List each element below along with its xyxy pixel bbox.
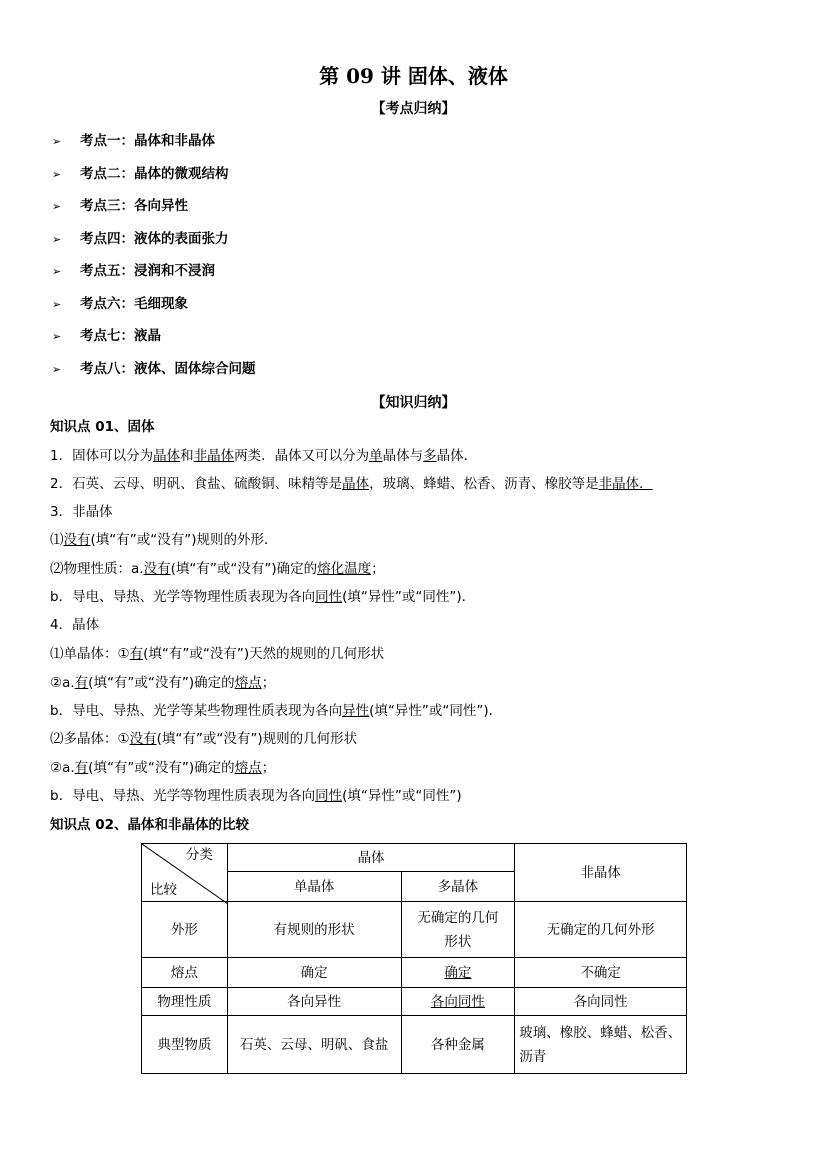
kp01-line-12: ②a.有(填“有”或“没有”)确定的熔点； bbox=[50, 760, 276, 776]
corner-bottom-label: 比较 bbox=[150, 882, 177, 898]
comparison-table bbox=[141, 843, 687, 1074]
cell-poly: 各种金属 bbox=[401, 1016, 515, 1074]
kp01-line-13: b．导电、导热、光学等物理性质表现为各向同性(填“异性”或“同性”) bbox=[50, 788, 462, 804]
kaodian-label: 考点二：晶体的微观结构 bbox=[80, 166, 229, 182]
arrow-bullet-icon: ➢ bbox=[52, 168, 62, 181]
kaodian-label: 考点七：液晶 bbox=[80, 328, 161, 344]
arrow-bullet-icon: ➢ bbox=[52, 135, 62, 148]
cell-single: 有规则的形状 bbox=[227, 902, 401, 958]
arrow-bullet-icon: ➢ bbox=[52, 200, 62, 213]
kp01-line-8: ⑴单晶体：①有(填“有”或“没有”)天然的规则的几何形状 bbox=[50, 646, 385, 662]
arrow-bullet-icon: ➢ bbox=[52, 298, 62, 311]
kp01-line-1: 1．固体可以分为晶体和非晶体两类．晶体又可以分为单晶体与多晶体． bbox=[50, 448, 478, 464]
cell-non: 无确定的几何外形 bbox=[515, 902, 687, 958]
kp01-line-9: ②a.有(填“有”或“没有”)确定的熔点； bbox=[50, 675, 276, 691]
arrow-bullet-icon: ➢ bbox=[52, 330, 62, 343]
cell-single: 确定 bbox=[227, 958, 401, 988]
kp01-line-2: 2．石英、云母、明矾、食盐、硫酸铜、味精等是晶体，玻璃、蜂蜡、松香、沥青、橡胶等是非晶体． bbox=[50, 476, 653, 492]
cell-single: 各向异性 bbox=[227, 988, 401, 1016]
cell-non: 玻璃、橡胶、蜂蜡、松香、沥青 bbox=[515, 1016, 687, 1074]
arrow-bullet-icon: ➢ bbox=[52, 363, 62, 376]
cell-poly: 无确定的几何形状 bbox=[401, 902, 515, 958]
cell-poly: 确定 bbox=[401, 958, 515, 988]
kaodian-label: 考点五：浸润和不浸润 bbox=[80, 263, 215, 279]
kaodian-item bbox=[52, 164, 229, 184]
arrow-bullet-icon: ➢ bbox=[52, 265, 62, 278]
kaodian-item bbox=[52, 196, 188, 216]
kaodian-item bbox=[52, 326, 161, 346]
row-label: 物理性质 bbox=[142, 988, 228, 1016]
table-row bbox=[142, 958, 687, 988]
cell-non: 不确定 bbox=[515, 958, 687, 988]
kp01-line-4: ⑴没有(填“有”或“没有”)规则的外形． bbox=[50, 532, 278, 548]
kaodian-label: 考点一：晶体和非晶体 bbox=[80, 133, 215, 149]
kp01-line-7: 4．晶体 bbox=[50, 617, 100, 633]
kp01-line-3: 3．非晶体 bbox=[50, 504, 113, 520]
kaodian-label: 考点六：毛细现象 bbox=[80, 296, 188, 312]
kaodian-heading: 【考点归纳】 bbox=[371, 101, 456, 117]
header-noncrystal: 非晶体 bbox=[515, 844, 687, 902]
cell-non: 各向同性 bbox=[515, 988, 687, 1016]
kp01-line-5: ⑵物理性质：a.没有(填“有”或“没有”)确定的熔化温度； bbox=[50, 561, 385, 577]
header-single-crystal: 单晶体 bbox=[227, 872, 401, 902]
corner-top-label: 分类 bbox=[185, 847, 213, 863]
kaodian-item bbox=[52, 229, 229, 249]
kp01-line-10: b．导电、导热、光学等某些物理性质表现为各向异性(填“异性”或“同性”)． bbox=[50, 703, 503, 719]
kaodian-item bbox=[52, 131, 215, 151]
table-corner-cell bbox=[142, 844, 228, 902]
header-poly-crystal: 多晶体 bbox=[401, 872, 515, 902]
arrow-bullet-icon: ➢ bbox=[52, 233, 62, 246]
kaodian-label: 考点四：液体的表面张力 bbox=[80, 231, 229, 247]
kp01-line-11: ⑵多晶体：①没有(填“有”或“没有”)规则的几何形状 bbox=[50, 731, 358, 747]
kaodian-item bbox=[52, 294, 188, 314]
kp01-title: 知识点 01、固体 bbox=[50, 419, 155, 435]
header-crystal: 晶体 bbox=[227, 844, 514, 872]
table-row bbox=[142, 1016, 687, 1074]
kp02-title: 知识点 02、晶体和非晶体的比较 bbox=[50, 817, 249, 833]
page-title: 第 09 讲 固体、液体 bbox=[319, 64, 508, 88]
kaodian-label: 考点八：液体、固体综合问题 bbox=[80, 361, 256, 377]
cell-poly: 各向同性 bbox=[401, 988, 515, 1016]
kaodian-item bbox=[52, 261, 215, 281]
table-row bbox=[142, 988, 687, 1016]
cell-single: 石英、云母、明矾、食盐 bbox=[227, 1016, 401, 1074]
table-row bbox=[142, 902, 687, 958]
row-label: 外形 bbox=[142, 902, 228, 958]
kaodian-item bbox=[52, 359, 256, 379]
row-label: 典型物质 bbox=[142, 1016, 228, 1074]
row-label: 熔点 bbox=[142, 958, 228, 988]
kp01-line-6: b．导电、导热、光学等物理性质表现为各向同性(填“异性”或“同性”)． bbox=[50, 589, 476, 605]
kaodian-label: 考点三：各向异性 bbox=[80, 198, 188, 214]
zhishi-heading: 【知识归纳】 bbox=[371, 395, 456, 411]
